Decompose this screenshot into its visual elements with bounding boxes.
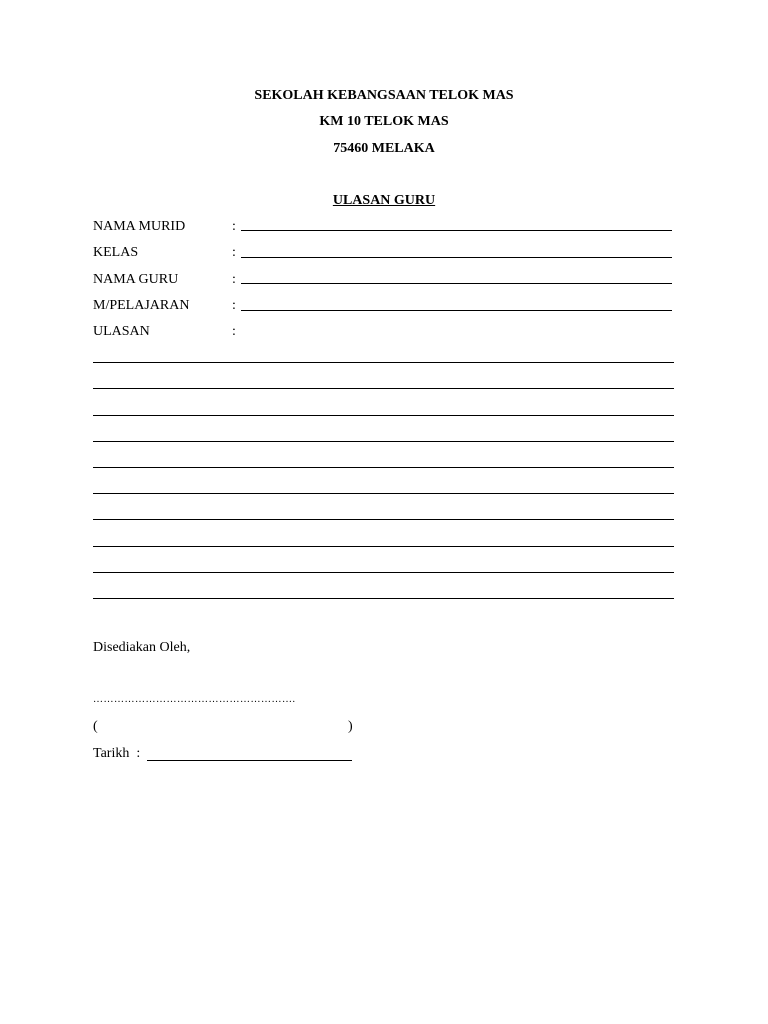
field-colon: : (232, 298, 236, 313)
prepared-by-label: Disediakan Oleh, (93, 640, 191, 655)
comment-line[interactable] (93, 493, 674, 494)
comment-colon: : (232, 324, 236, 339)
field-label-kelas: KELAS (93, 245, 139, 260)
field-label-mata-pelajaran: M/PELAJARAN (93, 298, 190, 313)
field-colon: : (232, 219, 236, 234)
name-paren-open: ( (93, 719, 98, 734)
date-label: Tarikh : (93, 746, 141, 761)
school-name: SEKOLAH KEBANGSAAN TELOK MAS (254, 88, 514, 103)
field-line-kelas[interactable] (241, 257, 672, 258)
field-line-nama-murid[interactable] (241, 230, 672, 231)
address-line-1: KM 10 TELOK MAS (319, 114, 449, 129)
date-line[interactable] (147, 760, 352, 761)
comment-line[interactable] (93, 388, 674, 389)
comment-line[interactable] (93, 572, 674, 573)
field-colon: : (232, 245, 236, 260)
comment-line[interactable] (93, 467, 674, 468)
comment-line[interactable] (93, 415, 674, 416)
field-label-nama-murid: NAMA MURID (93, 219, 186, 234)
comment-line[interactable] (93, 519, 674, 520)
field-line-mata-pelajaran[interactable] (241, 310, 672, 311)
field-line-nama-guru[interactable] (241, 283, 672, 284)
field-colon: : (232, 272, 236, 287)
name-paren-close: ) (348, 719, 353, 734)
comment-line[interactable] (93, 441, 674, 442)
signature-line[interactable]: …………………………………………………. (93, 694, 296, 705)
comment-line[interactable] (93, 598, 674, 599)
address-line-2: 75460 MELAKA (333, 141, 435, 156)
comment-line[interactable] (93, 546, 674, 547)
form-title: ULASAN GURU (332, 193, 436, 208)
field-label-nama-guru: NAMA GURU (93, 272, 179, 287)
comment-label: ULASAN (93, 324, 150, 339)
comment-line[interactable] (93, 362, 674, 363)
